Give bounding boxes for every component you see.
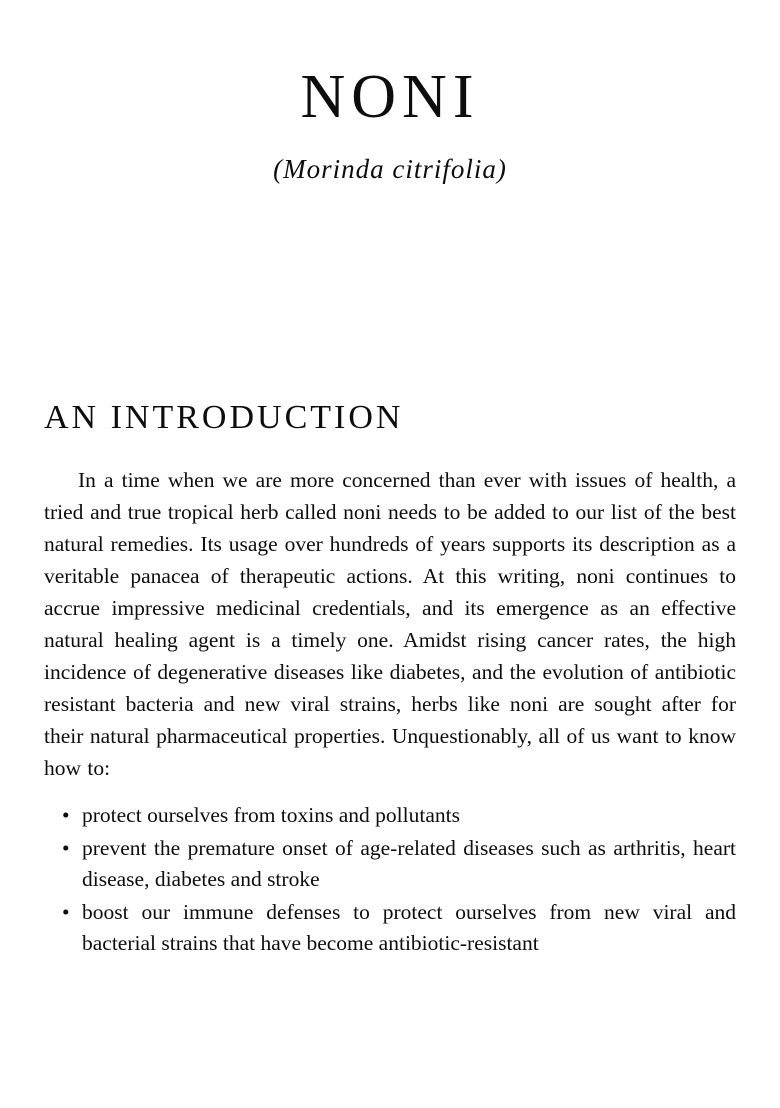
intro-paragraph: In a time when we are more concerned than ever with issues of health, a tried and true tropical herb called noni needs to be added to our list of the best natural remedies. Its usage over hundreds of years supports its description as a veritable panacea of therapeutic actions. At this writing, noni continues to accrue impressive medicinal credentials, and its emergence as an effective natural healing agent is a timely one. Amidst rising cancer rates, the high incidence of degenerative diseases like diabetes, and the evolution of antibiotic resistant bacteria and new viral strains, herbs like noni are sought after for their natural pharmaceutical properties. Unquestionably, all of us want to know how to: bbox=[44, 468, 736, 781]
bullet-item: • protect ourselves from toxins and pollutants bbox=[62, 800, 736, 831]
book-subtitle: (Morinda citrifolia) bbox=[273, 154, 507, 184]
book-title: NONI bbox=[300, 63, 480, 131]
bullet-list bbox=[44, 800, 736, 959]
bullet-item: • boost our immune defenses to protect ourselves from new viral and bacterial strains that have become antibiotic-resistant bbox=[62, 897, 736, 959]
bullet-item: • prevent the premature onset of age-related diseases such as arthritis, heart disease, diabetes and stroke bbox=[62, 833, 736, 895]
section-heading: AN INTRODUCTION bbox=[44, 399, 404, 436]
